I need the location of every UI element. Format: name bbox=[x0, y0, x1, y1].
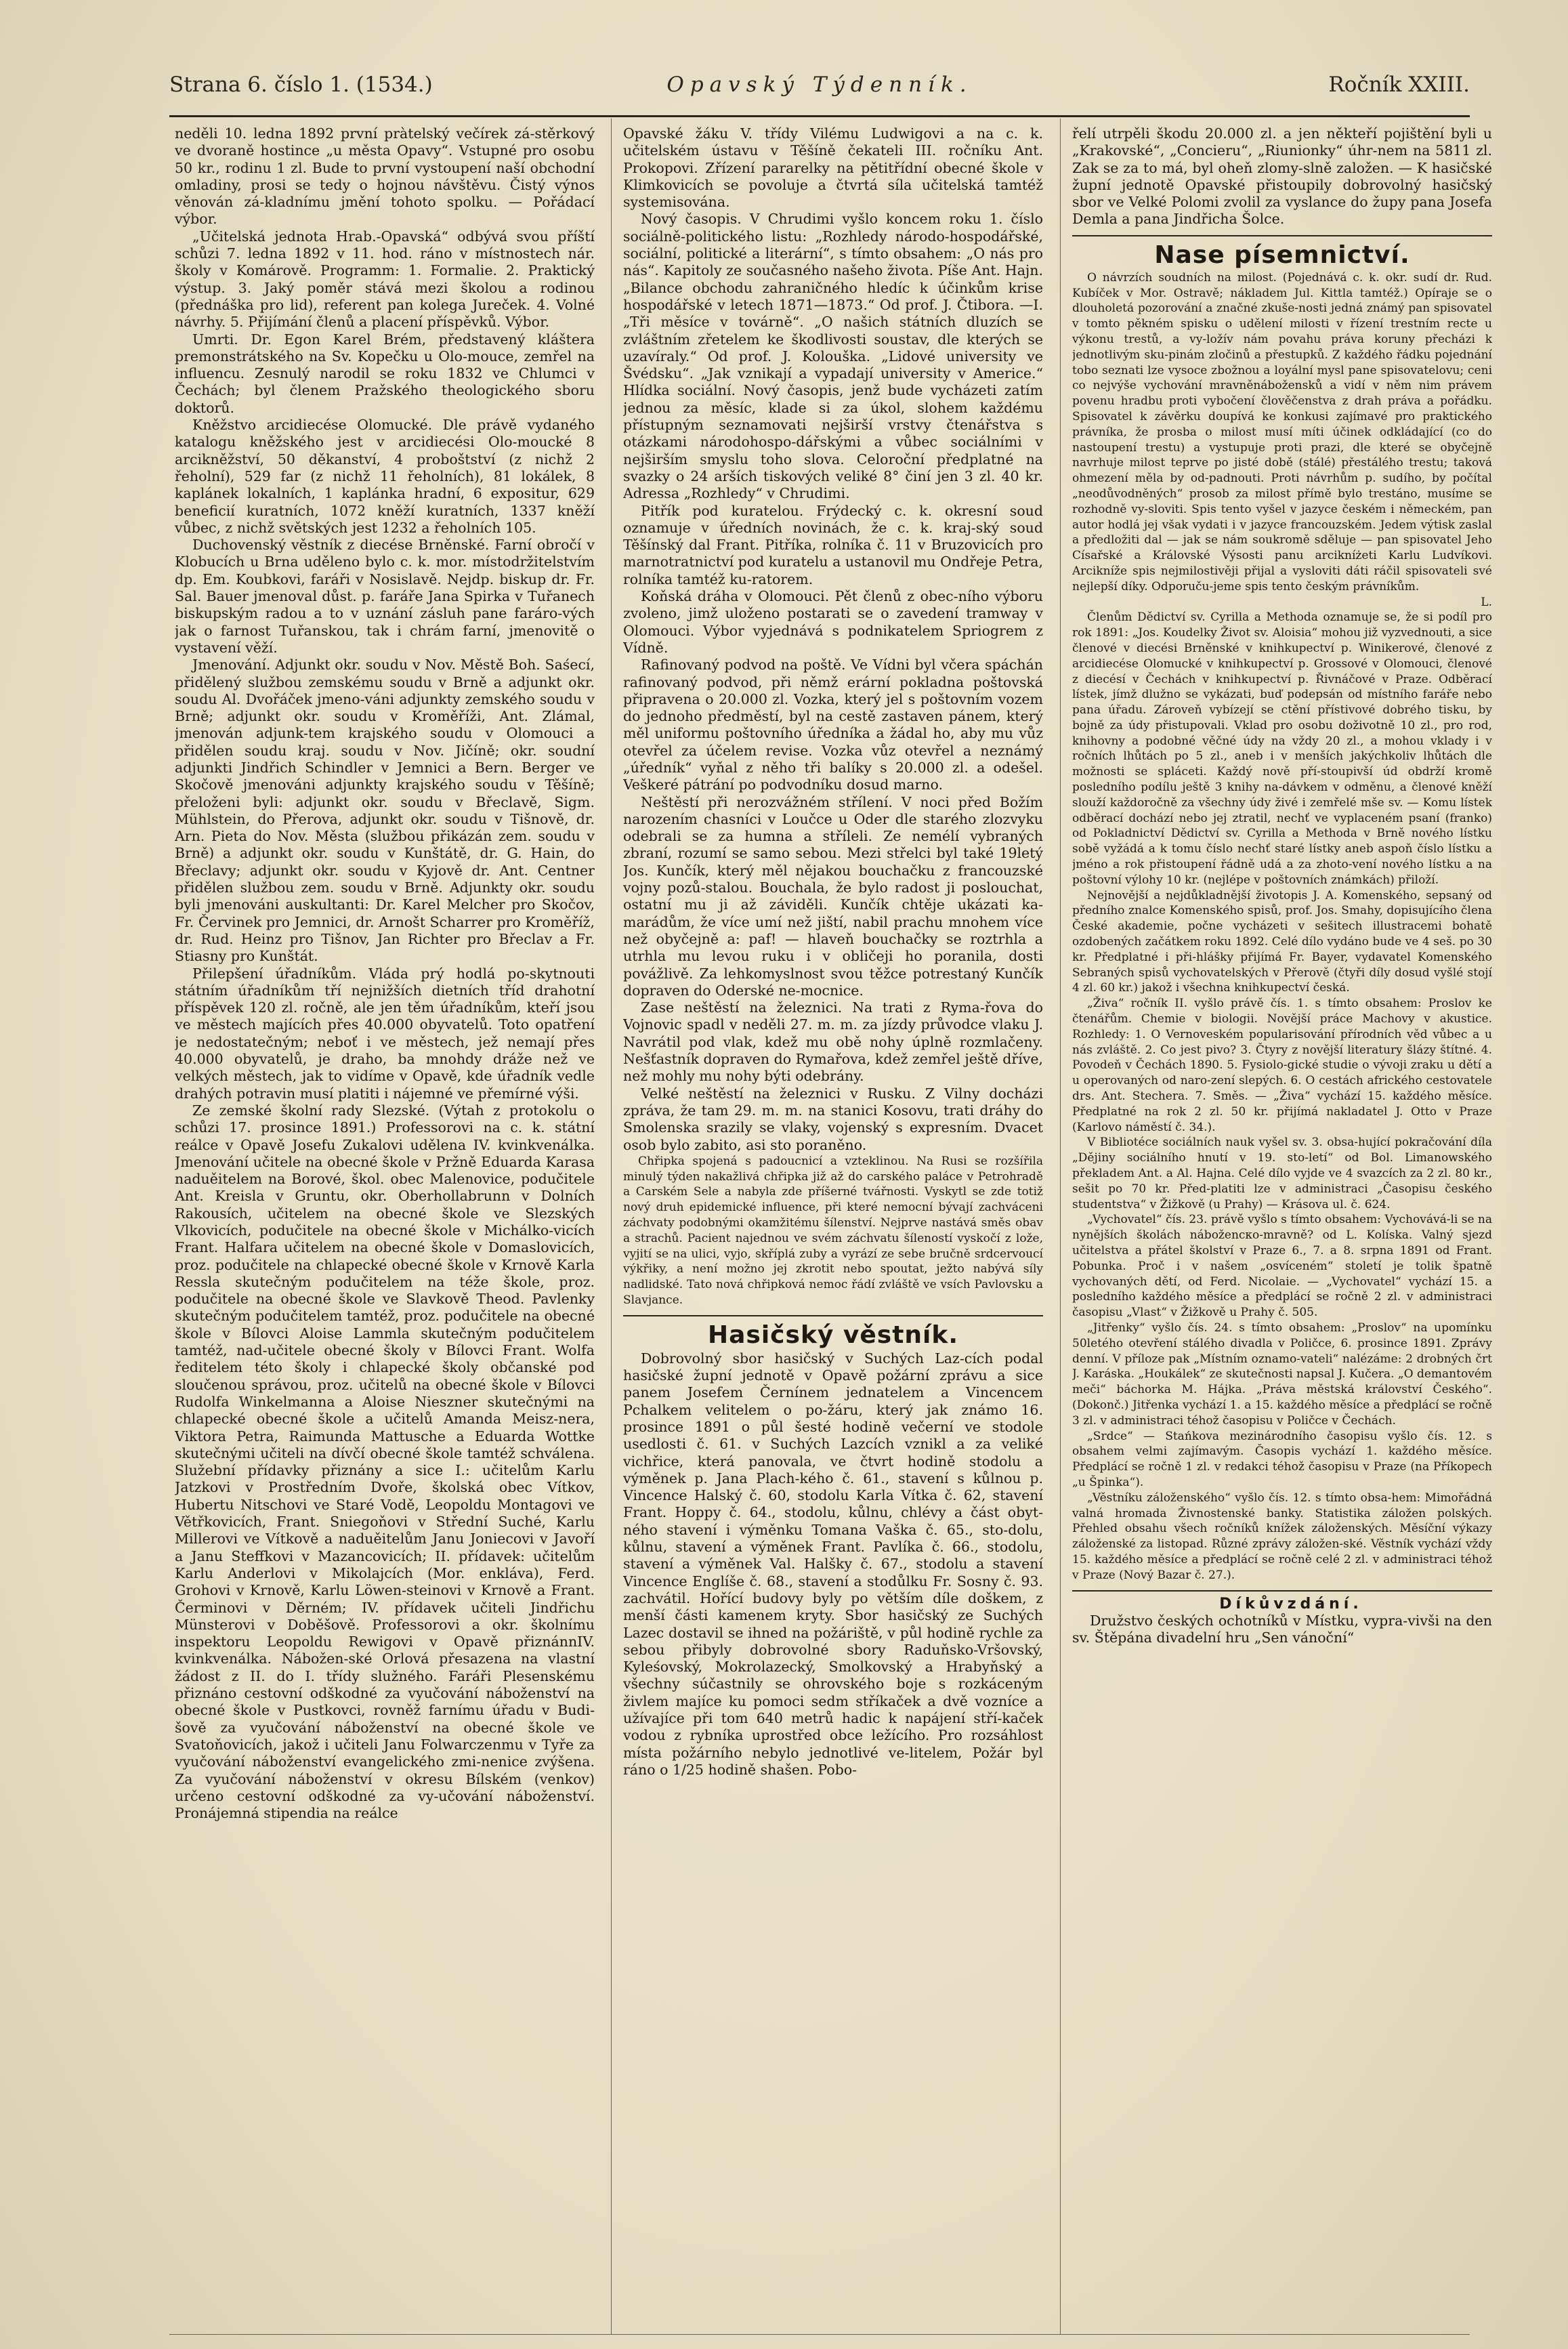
section-heading-hasic: Hasičský věstník. bbox=[707, 1321, 958, 1349]
article: O návrzích soudních na milost. (Pojednává c. k. okr. sudí dr. Rud. Kubíček v Mor. Ostravě; nákladem Jul. Kittla tamtéž.) Opíraje se o dlouholetá pozorování a značné zkuše-nosti jedná známý pan spisovatel v tomto pěkném spisku o udělení milosti v řízení trestním recte u výkonu trestů, a vy-ložív nám povahu práva koruny přecházi k jednotlivým sku-pinám zločinů a přestupků. Z každého řádku pojednání tobo seznati lze vysoce zbožnou a loyální mysl pane spisovatelovu; ceni co nejvýše vychování mravněnábožensků a vidí v něm nim právem povenu hradbu proti vybočení člověčenstva z drah práva a pořádku. Spisovatel k závěrku doupívá ke konkusi zajímavé pro praktického právníka, že prosba o milost musí míti účinek odkládající (co do nastoupení trestu) a vystupuje proti prazi, dle které se obyčejně navrhuje milost teprve po jisté době (stálé) přestálého trestu; taková ohmezení měla by od-padnouti. Proti návrhům p. sudího, by počítal „neodůvodněných“ prosob za milost přímě bylo trestáno, musíme se rozhodně vy-sloviti. Spis tento vyšel v jazyce českém i německém, pan autor hodlá jej však vydati i v jazyce francouzském. Jedem výtisk zaslal a předložiti dal — jak se nám soukromě sděluje — pan spisovatel Jeho Císařské a Královské Výsosti panu arcikníżeti Karlu Ludvíkovi. Arcikníže spis nejmilostivěji přijal a vysloviti dáti ráčil spisovateli své nejlepší díky. Odporuču-jeme spis tento českým právníkům. bbox=[1072, 270, 1492, 594]
article: Velké neštěstí na železnici v Rusku. Z Vilny docházi zpráva, že tam 29. m. m. na stanici Kosovu, trati dráhy do Smolenska srazily se vlaky, vojenský s expresním. Dvacet osob bylo zabito, asi sto poraněno. bbox=[623, 1085, 1043, 1153]
column-3 bbox=[1072, 125, 1492, 2331]
article: Pitřík pod kuratelou. Frýdecký c. k. okresní soud oznamuje v úředních novinách, že c. k. kraj-ský soud Těšínský dal Frant. Pitříka, rolníka č. 11 v Bruzovicích pro marnotratnictví pod kuratelu a ustanovil mu Ondřeje Petra, rolníka tamtéž ku-ratorem. bbox=[623, 502, 1043, 587]
article: Ze zemské školní rady Slezské. (Výtah z protokolu o schůzi 17. prosince 1891.) Professorovi na c. k. státní reálce v Opavě Josefu Zukalovi udělena IV. kvinkvenálka. Jmenování učitele na obecné škole v Pržně Eduarda Karasa naduěitelem na Borové, škol. obec Malenovice, podučitele Ant. Kreisla v Gruntu, okr. Oberhollabrunn v Dolních Rakousích, učitelem na obecné škole ve Slezských Vlkovicích, podučitele na obecné škole v Michálko-vicích Frant. Halfara učitelem na obecné škole v Domaslovicích, proz. podučitele na chlapecké obecné škole v Krnově Karla Ressla skutečným podučitelem na téže škole, proz. podučitele na obecné škole ve Slavkově Theod. Pavlenky skutečným podučitelem tamtéž, proz. podučitele na obecné škole v Bílovci Aloise Lammla skutečným podučitelem tamtéž, nad-učitele obecné školy v Bílovci Frant. Wolfa ředitelem této školy i chlapecké školy občanské pod sloučenou správou, proz. učitelů na obecné škole v Bílovci Rudolfa Winkelmanna a Aloise Nieszner skutečnými na chlapecké obecné škole a učitelů Amanda Meisz-nera, Viktora Petra, Raimunda Mattusche a Eduarda Wottke skutečnými učiteli na dívčí obecné škole tamtéž schválena. Služební přídavky přiznány a sice I.: učitelům Karlu Jatzkovi v Prostředním Dvoře, školská obec Vítkov, Hubertu Nitschovi ve Staré Vodě, Leopoldu Montagovi ve Větřkovicích, Frant. Sniegoňovi v Střední Suché, Karlu Millerovi ve Vítkově a naduěitelům Janu Joniecovi v Javoří a Janu Steffkovi v Mazancovicích; II. přídavek: učitelům Karlu Anderlovi v Mikolajcích (Mor. enkláva), Ferd. Grohovi v Krnově, Karlu Löwen-steinovi v Krnově a Frant. Čerminovi v Děrném; IV. přídavek učiteli Jindřichu Münsterovi v Doběšově. Professorovi a okr. školnímu inspektoru Leopoldu Rewigovi v Opavě přiznánnIV. kvinkvenálka. Nábožen-ské Orlová přesazena na vlastní žádost z II. do I. třídy služného. Faráři Plesenskému přiznáno cestovní odškodné za vyučování náboženství na obecné škole v Pustkovci, rovněž farnímu úřadu v Budi-šově za vyučování náboženství na obecné škole ve Svatoňovicích, jakož i učiteli Janu Folwarczenmu v Tyře za vyučování náboženství evangelického zmi-nenice zvýšena. Za vyučování náboženství v okresu Bílském (venkov) určeno cestovní odškodné za vy-učování náboženství. Pronájemná stipendia na reálce bbox=[175, 1102, 595, 1822]
article: Zase neštěstí na železnici. Na trati z Ryma-řova do Vojnovic spadl v neděli 27. m. m. za jízdy průvodce vlaku J. Navrátil pod vlak, kdež mu obě nohy úplně rozmlačeny. Nešťastník dopraven do Rymařova, kdež zemřel ještě dříve, než mohly mu nohy býti odebrány. bbox=[623, 999, 1043, 1085]
article: Koňská dráha v Olomouci. Pět členů z obec-ního výboru zvoleno, jimž uloženo postarati se o zavedení tramway v Olomouci. Výbor vyjednává s podnikatelem Spriogrem z Vídně. bbox=[623, 588, 1043, 656]
section-rule bbox=[1072, 1590, 1492, 1592]
article: Družstvo českých ochotníků v Místku, vypra-vivši na den sv. Štěpána divadelní hru „Sen vánoční“ bbox=[1072, 1612, 1492, 1646]
article: Umrti. Dr. Egon Karel Brém, představený kláštera premonstrátského na Sv. Kopečku u Olo-mouce, zemřel na influencu. Zesnulý narodil se roku 1832 ve Chlumci v Čechách; byl členem Pražského theologického sboru doktorů. bbox=[175, 331, 595, 416]
section-heading-pisemnictvi: Nase písemnictví. bbox=[1154, 241, 1410, 269]
column-divider bbox=[1060, 119, 1061, 2334]
column-divider bbox=[611, 119, 612, 2334]
article: Přilepšení úřadníkům. Vláda prý hodlá po-skytnouti státním úřadníkům tří nejnižších dietních tříd drahotní příspěvek 120 zl. ročně, ale jen těm úřadníkům, kteří jsou ve městech majících přes 40.000 obyvatelů. Toto opatření je nedostatečným; neboť i ve městech, jež nemají přes 40.000 obyvatelů, je draho, ba mnohdy dráže než ve velkých městech, jak to vidíme v Opavě, kde úřadník vedle drahých potravin musí platiti i nájemné ve přemírné výši. bbox=[175, 965, 595, 1102]
article: „Vychovatel“ čís. 23. právě vyšlo s tímto obsahem: Vychovává-li se na nynějších školách náboženско-mravně? od L. Kolíska. Valný sjezd učitelstva a přátel školství v Praze 6., 7. a 8. srpna 1891 od Frant. Pobunka. Proč i v našem „osvíceném“ století je tolik špatně vychovaných dětí, od Ferd. Nicolaie. — „Vychovatel“ vychází 15. a posledního každého měsíce a předplácí se ročně 2 zl. v administraci časopisu „Vlast“ v Žižkově u Prahy č. 505. bbox=[1072, 1213, 1492, 1320]
article: neděli 10. ledna 1892 první pràtelský večírek zá-stěrkový ve dvoraně hostince „u města Opavy“. Vstupné pro osobu 50 kr., rodinu 1 zl. Bude to první vystoupení naší obchodní omladiny, prosi se tedy o hojnou návštěvu. Čistý výnos věnován zá-kladnímu jmění tohoto spolku. — Pořádací výbor. bbox=[175, 125, 595, 228]
page-header bbox=[169, 64, 1470, 105]
column-2 bbox=[623, 125, 1043, 2331]
header-volume: Ročník XXIII. bbox=[1328, 72, 1470, 97]
section-rule bbox=[623, 1315, 1043, 1316]
header-rule bbox=[169, 115, 1470, 117]
section-heading-dikuvzdani: Díkůvzdání. bbox=[1219, 1595, 1363, 1613]
article: řelí utrpěli škodu 20.000 zl. a jen někteří pojištění byli u „Krakovské“, „Concieru“, „Riunionky“ úhr-nem na 5811 zl. Zak se za to má, byl oheň zlomy-slně založen. — K hasičské župní jednotě Opavské přistoupily dobrovolný hasičský sbor ve Velké Polomi zvolil za vyslance do župy pana Josefa Demla a pana Jindřicha Šolce. bbox=[1072, 125, 1492, 228]
article: Kněžstvo arcidiecése Olomucké. Dle právě vydaného katalogu kněžského jest v arcidiecési Olo-moucké 8 arcikněžství, 50 děkanství, 4 proboštství (z nichž 2 řeholní), 529 far (z nichž 11 řeholních), 81 lokálek, 8 kaplánek lokalních, 1 kaplánka hradní, 6 expositur, 629 beneficií kuratních, 1072 kněží kuratních, 1337 kněží vůbec, z nichž světských jest 1232 a řeholních 105. bbox=[175, 417, 595, 536]
article: „Srdce“ — Stańkova mezinárodního časopisu vyšlo čís. 12. s obsahem velmi zajímavým. Časopis vychází 1. každého měsíce. Předplácí se ročně 1 zl. v redakci téhož časopisu v Praze (na Příkopech „u Špinka“). bbox=[1072, 1429, 1492, 1489]
article: Jmenování. Adjunkt okr. soudu v Nov. Městě Boh. Saśecí, přidělený službou zemskému soudu v Brně a adjunkt okr. soudu Al. Dvořáček jmeno-váni adjunkty zemského soudu v Brně; adjunkt okr. soudu v Kroměříži, Ant. Zlámal, jmenován adjunk-tem krajského soudu v Olomouci a přidělen soudu kraj. soudu v Nov. Jičíně; okr. soudní adjunkti Jindřich Schindler v Jemnici a Bern. Berger ve Skočově jmenováni adjunkty krajského soudu v Těšíně; přeloženi byli: adjunkt okr. soudu v Břeclavě, Sigm. Mühlstein, do Přerova, adjunkt okr. soudu v Tišnově, dr. Arn. Pieta do Nov. Města (službou přikázán zem. soudu v Brně) a adjunkt okr. soudu v Kunštátě, dr. G. Hain, do Břeclavy; adjunkt okr. soudu v Kyjově dr. Ant. Centner přidělen službou zem. soudu v Brně. Adjunkty okr. soudu byli jmenováni auskultanti: Dr. Karel Melcher pro Skočov, Fr. Červinek pro Jemnici, dr. Arnošt Scharrer pro Kroměříž, dr. Rud. Heinz pro Tišnov, Jan Richter pro Břeclav a Fr. Stiasny pro Kunštát. bbox=[175, 657, 595, 965]
article: Dobrovolný sbor hasičský v Suchých Laz-cích podal hasičské župní jednotě v Opavě požární zprávu a sice panem Josefem Černínem jednatelem a Vincencem Pchalkem velitelem o po-žáru, který jak známo 16. prosince 1891 o půl šesté hodině večerní ve stodole usedlosti č. 61. v Suchých Lazcích vznikl a za veliké vichřice, která panovala, ve čtvrt hodině stodolu a výměnek p. Jana Plach-kého č. 61., stavení s kůlnou p. Vincence Halský č. 60, stodolu Karla Vítka č. 62, stavení Frant. Hoppy č. 64., stodolu, kůlnu, chlévy a část obyt-ného stavení i výměnku Tomana Vaška č. 65., sto-dolu, kůlnu, stavení a výměnek Frant. Pavlíka č. 66., stodolu, stavení a výměnek Val. Halšky č. 67., stodolu a stavení Vincence Englíše č. 68., stavení a stodůlku Fr. Sosny č. 93. zachvátil. Hořící budovy byly po větším díle doškem, z menší části kamenem kryty. Sbor hasičský ze Suchých Lazec dostavil se ihned na požáriště, v půl hodině rychle za sebou přibyly dobrovolné sbory Raduňsko-Vršovský, Kyleśovský, Mokrolazecký, Smolkovský a Hrabyňský a všechny súčastnily se ohrovského boje s rozkáceným živlem majíce ku pomoci sedm stříkaček a dvě vozníce a užívajíce při tom 640 metrů hadic k napájení stří-kaček vodou z rybníka uprostřed obce ležícího. Pro rozsáhlost místa požárního nebylo jednotlivé ve-litelem, Požár byl ráno o 1/25 hodině shašen. Pobo- bbox=[623, 1350, 1043, 1778]
article: „Učitelská jednota Hrab.-Opavská“ odbývá svou příští schůzi 7. ledna 1892 v 11. hod. ráno v místnostech nár. školy v Komárově. Programm: 1. Formalie. 2. Praktický výstup. 3. Jaký poměr stává mezi školou a rodinou (přednáška pro lid), referent pan kolega Jureček. 4. Volné návrhy. 5. Přijímání členů a placení příspěvků. Výbor. bbox=[175, 228, 595, 331]
small-print-block bbox=[623, 1154, 1043, 1308]
article: Členům Dědictví sv. Cyrilla a Methoda oznamuje se, že si podíl pro rok 1891: „Jos. Koudelky Život sv. Aloisia“ mohou již vyzvednouti, a sice členové v diecési Brněnské v knihkupectví p. Winikerové, členové z arcidiecése Olomucké v knihkupectví p. Grossové v Olomouci, členové z diecésí v Čechách v knihkupectví p. Řivnáčové v Praze. Odběrací lístek, jímž dlužno se vykázati, buď podepsán od místního faráře nebo pana úřadu. Zároveň vybízejí se ctění přístivové dobrého tisku, by bojně za údy přistupovali. Vklad pro osobu doživotně 10 zl., pro rod, knihovny a podobné věčné údy na vždy 20 zl., a mohou vklady i v ročních lhůtách po 5 zl., aneb i v menších jakýchkoliv lhůtách dle možnosti se spláceti. Každý nově pří-stoupivší úd obdrží kromě posledního podílu ještě 3 knihy na-dávkem v odměnu, a členové kněží slouží každoročně za všechny údy živé i zemřelé mše sv. — Komu lístek odběrací dochází nebo jej ztratil, nechť ve vyplaceném psaní (franko) od Pokladnictví Dědictví sv. Cyrilla a Methoda v Brně nového lístku sobě vyžádá a k tomu číslo nechť staré lístky aneb aspoň číslo lístku a jméno a rok přistoupení řádně udá a za zhoto-vení nového lístku a na poštovní výlohy 10 kr. (nejlépe v poštovních známkách) přiloží. bbox=[1072, 610, 1492, 887]
article: Nejnovější a nejdůkladnější životopis J. A. Komenského, sepsaný od předního znalce Komenského spisů, prof. Jos. Smahy, dopisujícího člena České akademie, počne vycházeti v sešitech illustracemi bohatě ozdobených začátkem roku 1892. Celé dílo vydáno bude ve 4 seš. po 30 kr. Předplatné i při-hlášky přijímá Fr. Bayer, vydavatel Komenského Sebraných spisů vychovatelských v Přerově (čtyři díly dosud vyšlé stojí 4 zl. 60 kr.) jakož i všechna knihkupectví česká. bbox=[1072, 888, 1492, 995]
article: Nový časopis. V Chrudimi vyšlo koncem roku 1. číslo sociálně-politického listu: „Rozhledy národo-hospodářské, sociální, politické a literární“, s tímto obsahem: „O nás pro nás“. Kapitoly ze současného našeho života. Píše Ant. Hajn. „Bilance obchodu zahraničného hledíc k účinkům krise hospodářské v letech 1871—1873.“ Od prof. J. Čtibora. —I. „Tři měsíce v továrně“. „O našich státních dluzích se zvláštním zřetelem ke škodlivosti soustav, dle kterých se uzavíraly.“ Od prof. J. Kolouška. „Lidové university ve Švédsku“. „Jak vznikají a vypadají university v Americe.“ Hlídka sociální. Nový časopis, jenž bude vycházeti zatím jednou za měsíc, klade si za úkol, slohem každému přístupným seznamovati nejširší vrstvy čtenářstva s otázkami národohospo-dářskými a vůbec sociálními v nejširším smyslu toho slova. Celoroční předplatné na svazky o 24 arších tiskových veliké 8° činí jen 3 zl. 40 kr. Adressa „Rozhledy“ v Chrudimi. bbox=[623, 211, 1043, 502]
article: Duchovenský věstník z diecése Brněnské. Farní obročí v Klobucích u Brna uděleno bylo c. k. mor. místodržitelstvím dp. Em. Koubkovi, faráři v Nosislavě. Nejdp. biskup dr. Fr. Sal. Bauer jmenoval důst. p. faráře Jana Spirka v Tuřanech biskupským radou a to v uznání zásluh pane faráro-vých jak o farnost Tuřanskou, tak i chrám farní, jmenovitě o vystavení věží. bbox=[175, 537, 595, 656]
signature: L. bbox=[1481, 595, 1492, 609]
footer-rule bbox=[169, 2334, 1470, 2335]
article: Neštěstí při nerozvážném střílení. V noci před Božím narozením chasníci v Loučce u Oder dle starého zlozvyku odebrali se za humna a stříleli. Ze nemélí vybraných zbraní, rozumí se samo sebou. Mezi střelci byl také 19letý Jos. Kunčík, který měl nějakou bouchačku z francouzské vojny pozů-stalou. Bouchala, že bylo radost ji poslouchat, ostatní mu ji až záviděli. Kunčík chtěje ukázati ka-marádům, že více umí než jiští, nabil prachu mnohem více než obyčejně a: paf! — hlaveň bouchačky se roztrhla a utrhla mu levou ruku i v obličeji ho poranila, dosti povážlivě. Za lehkomyslnost svou těžce potrestaný Kunčík dopraven do Oderské ne-mocnice. bbox=[623, 793, 1043, 999]
article: „Věstníku záloženského“ vyšlo čís. 12. s tímto obsa-hem: Mimořádná valná hromada Živnostenské banky. Statistika záložen polských. Přehled obsahu všech ročníků knížek záloženských. Měsíční výkazy záloženské za listopad. Různé zprávy záložen-ské. Věstník vychází vždy 15. každého měsíce a předplácí se ročně celé 2 zl. v administraci téhož v Praze (Nový Bazar č. 27.). bbox=[1072, 1491, 1492, 1582]
article: „Živa“ ročník II. vyšlo právě čís. 1. s tímto obsahem: Proslov ke čtenářům. Chemie v biologii. Novější práce Machovy v akustice. Rozhledy: 1. O Vernoveském popularisování přírodních věd vůbec a u nás zvláště. 2. Co jest pivo? 3. Čtyry z novější literatury šlázy štítné. 4. Povodeň v Čechách 1890. 5. Fysiolo-gické studie o vývoji zraku u dětí a u operovaných od naro-zení slepých. 6. O cestách afrického cestovatele drs. Ant. Stechera. 7. Směs. — „Živa“ vychází 15. každého měsíce. Předplatné na rok 2 zl. 50 kr. přijímá nakladatel J. Otto v Praze (Karlovo náměstí č. 34.). bbox=[1072, 997, 1492, 1134]
article: Rafinovaný podvod na poště. Ve Vídni byl včera spáchán rafinovaný podvod, při němž erární pokladna poštovská připravena o 20.000 zl. Vozka, který jel s poštovním vozem do jednoho předměstí, byl na cestě zastaven pánem, který měl uniformu poštovního úředníka a žádal ho, aby mu vůz otevřel za účelem revise. Vozka vůz otevřel a neznámý „úředník“ vyňal z něho tři balíky s 20.000 zl. a odešel. Veškeré pátrání po podvodníku dosud marno. bbox=[623, 657, 1043, 793]
article: Opavské žáku V. třídy Vilému Ludwigovi a na c. k. učitelském ústavu v Těšíně čekateli III. ročníku Ant. Prokopovi. Zřízení pararelky na pětitřídní obecné škole v Klimkovicích se povoluje a čtvrtá síla učitelská tamtéž systemisována. bbox=[623, 125, 1043, 211]
section-rule bbox=[1072, 235, 1492, 236]
article: Chřipka spojená s padoucnicí a vzteklinou. Na Rusi se rozšířila minulý týden nakažlivá chřipka již až do carského paláce v Petrohradě a Carském Sele a nabyla zde příšerné tvářnosti. Vyskytl se zde totiž nový druh epidemické influence, při které nemocní bývají zachváceni záchvaty podobnými okamžitému šílenství. Nejprve nastává směs obav a strachů. Pacient najednou ve svém záchvatu šíleností vyskočí z lože, vyjití se na ulici, vyjo, skříplá zuby a vyrází ze sebe bručně srdcervoucí výkřiky, a není možno jej zkrotit nebo spoutat, ježto nabývá síly nadlidské. Tato nová chřipková nemoc řádí zvláště ve vsích Pavlovsku a Slavjance. bbox=[623, 1154, 1043, 1307]
small-print-block bbox=[1072, 270, 1492, 1583]
header-issue: Strana 6. číslo 1. (1534.) bbox=[169, 72, 433, 97]
column-1 bbox=[175, 125, 595, 2331]
article: V Bibliotéce sociálních nauk vyšel sv. 3. obsa-hující pokračování díla „Dějiny sociálního hnutí v 19. sto-letí“ od Bol. Limanowského překladem Ant. a Al. Hajna. Celé dílo vyjde ve 4 svazcích za 2 zl. 80 kr., sešit po 70 kr. Před-platiti lze v administraci „Časopisu českého studentstva“ v Žižkově (u Prahy) — Krásova ul. č. 624. bbox=[1072, 1136, 1492, 1211]
header-title: Opavský Týdenník. bbox=[666, 72, 973, 97]
article: „Jitřenky“ vyšlo čís. 24. s tímto obsahem: „Proslov“ na upomínku 50letého otevření stálého divadla v Poličce, 6. prosince 1891. Zprávy denní. V příloze pak „Místním oznamo-vateli“ nalézáme: 2 drobných črt J. Karáska. „Houkálek“ ze skutečnosti napsal J. Kučera. „O demantovém meči“ báchorka M. Hájka. „Práva městská království Českého“. (Dokonč.) Jitřenka vychází 1. a 15. každého měsíce a předplácí se ročně 3 zl. v administraci téhož časopisu v Poličce v Čechách. bbox=[1072, 1321, 1492, 1428]
